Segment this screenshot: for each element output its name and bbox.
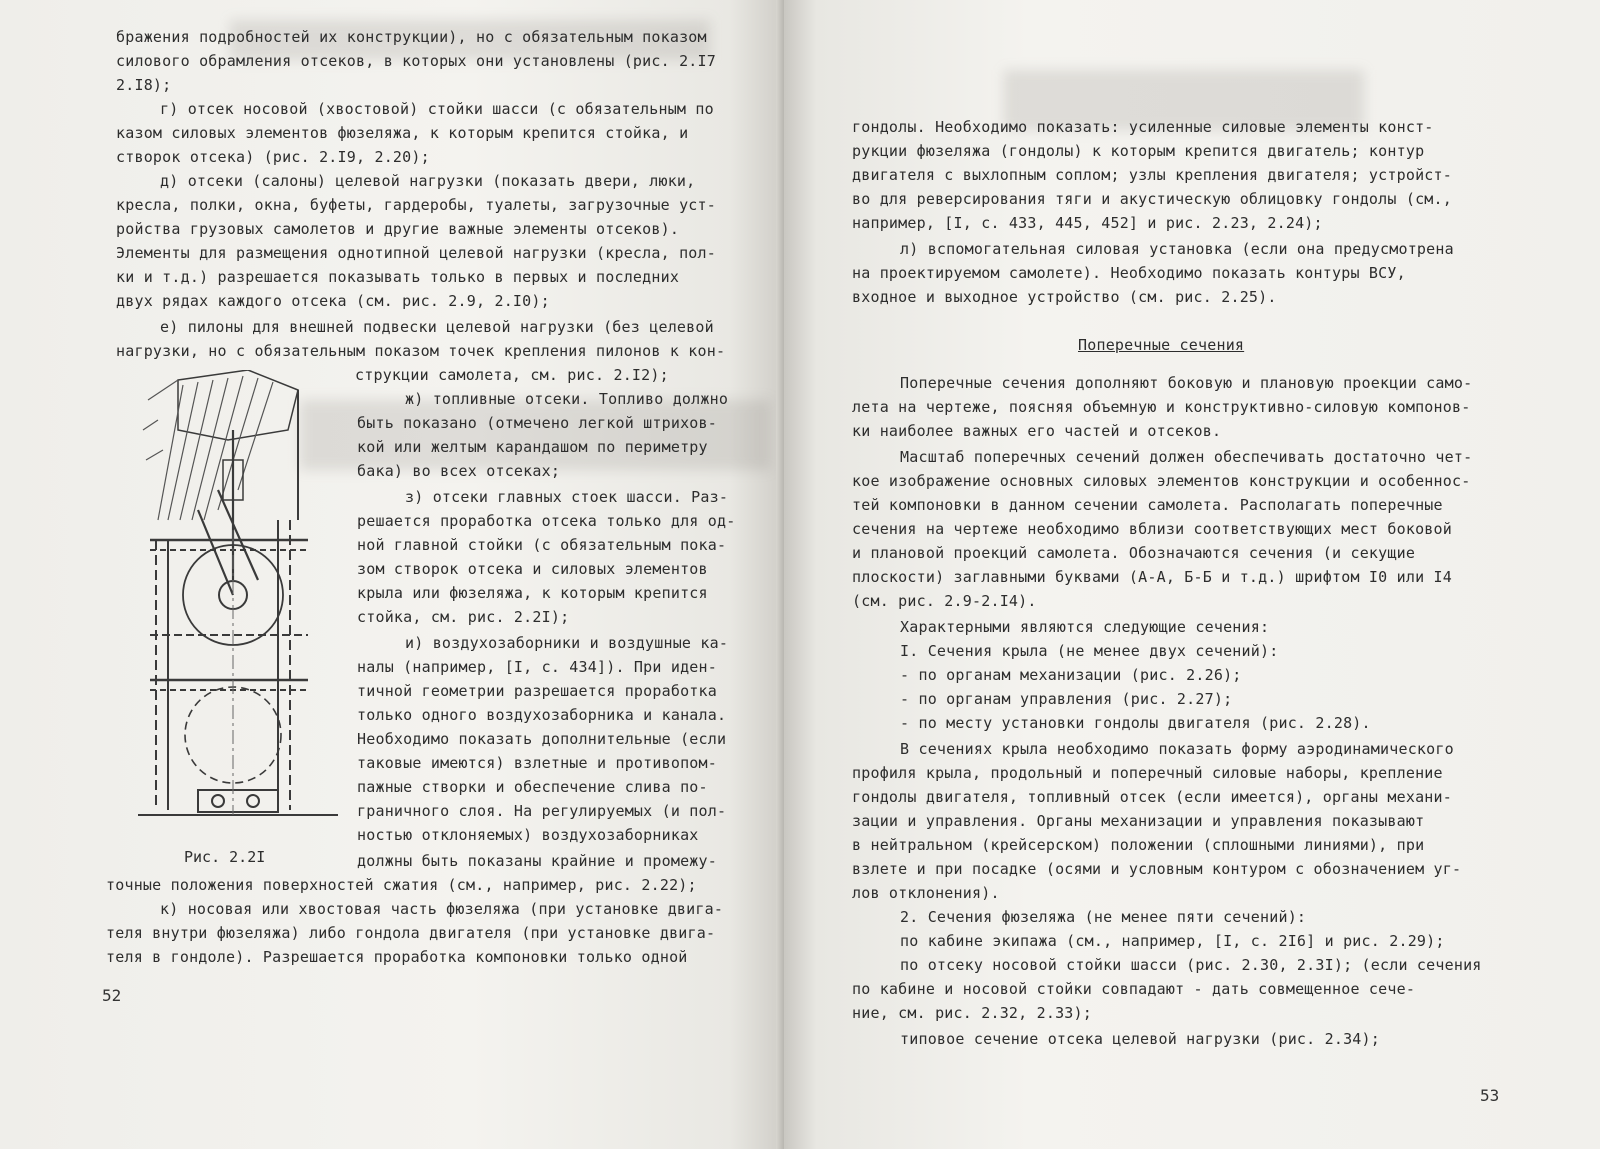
- text-line: струкции самолета, см. рис. 2.I2);: [355, 366, 669, 384]
- text-line: граничного слоя. На регулируемых (и пол-: [357, 802, 727, 820]
- text-line: створок отсека) (рис. 2.I9, 2.20);: [116, 148, 430, 166]
- text-line: бражения подробностей их конструкции), но с обязательным показом: [116, 28, 707, 46]
- right-page: [784, 0, 1600, 1149]
- text-line: ностью отклоняемых) воздухозаборниках: [357, 826, 699, 844]
- text-line: таковые имеются) взлетные и противопом-: [357, 754, 717, 772]
- text-line: зации и управления. Органы механизации и управления показывают: [852, 812, 1425, 830]
- text-line: двигателя с выхлопным соплом; узлы крепления двигателя; устройст-: [852, 166, 1452, 184]
- text-line: на проектируемом самолете). Необходимо показать контуры ВСУ,: [852, 264, 1406, 282]
- text-line: стойка, см. рис. 2.2I);: [357, 608, 570, 626]
- text-line: типовое сечение отсека целевой нагрузки (рис. 2.34);: [900, 1030, 1380, 1048]
- text-line: плоскости) заглавными буквами (А-А, Б-Б и т.д.) шрифтом I0 или I4: [852, 568, 1452, 586]
- text-line: гондолы. Необходимо показать: усиленные силовые элементы конст-: [852, 118, 1434, 136]
- page-number: 53: [1480, 1086, 1500, 1105]
- text-line: ной главной стойки (с обязательным пока-: [357, 536, 727, 554]
- text-line: к) носовая или хвостовая часть фюзеляжа (при установке двига-: [160, 900, 724, 918]
- text-line: взлете и при посадке (осями и условным контуром с обозначением уг-: [852, 860, 1462, 878]
- text-line: - по органам управления (рис. 2.27);: [900, 690, 1233, 708]
- left-page: [0, 0, 784, 1149]
- text-line: теля в гондоле). Разрешается проработка компоновки только одной: [106, 948, 688, 966]
- text-line: ки и т.д.) разрешается показывать только в первых и последних: [116, 268, 680, 286]
- text-line: кое изображение основных силовых элементов конструкции и особеннос-: [852, 472, 1471, 490]
- text-line: по отсеку носовой стойки шасси (рис. 2.30, 2.3I); (если сечения: [900, 956, 1482, 974]
- text-line: двух рядах каждого отсека (см. рис. 2.9, 2.I0);: [116, 292, 550, 310]
- text-line: зом створок отсека и силовых элементов: [357, 560, 708, 578]
- figure-caption: Рис. 2.2I: [184, 848, 266, 866]
- text-line: I. Сечения крыла (не менее двух сечений):: [900, 642, 1279, 660]
- text-line: крыла или фюзеляжа, к которым крепится: [357, 584, 708, 602]
- scan-smudge: [300, 400, 770, 470]
- text-line: должны быть показаны крайние и промежу-: [357, 852, 717, 870]
- section-heading: Поперечные сечения: [1078, 336, 1245, 354]
- text-line: Элементы для размещения однотипной целевой нагрузки (кресла, пол-: [116, 244, 716, 262]
- text-line: пажные створки и обеспечение слива по-: [357, 778, 708, 796]
- text-line: кой или желтым карандашом по периметру: [357, 438, 708, 456]
- text-line: д) отсеки (салоны) целевой нагрузки (показать двери, люки,: [160, 172, 696, 190]
- text-line: - по органам механизации (рис. 2.26);: [900, 666, 1242, 684]
- text-line: только одного воздухозаборника и канала.: [357, 706, 727, 724]
- text-line: Масштаб поперечных сечений должен обеспечивать достаточно чет-: [900, 448, 1473, 466]
- text-line: силового обрамления отсеков, в которых они установлены (рис. 2.I7: [116, 52, 716, 70]
- text-line: по кабине и носовой стойки совпадают - дать совмещенное сече-: [852, 980, 1416, 998]
- text-line: например, [I, с. 433, 445, 452] и рис. 2.23, 2.24);: [852, 214, 1323, 232]
- text-line: Характерными являются следующие сечения:: [900, 618, 1270, 636]
- text-line: л) вспомогательная силовая установка (если она предусмотрена: [900, 240, 1454, 258]
- text-line: нагрузки, но с обязательным показом точек крепления пилонов к кон-: [116, 342, 726, 360]
- text-line: бака) во всех отсеках;: [357, 462, 561, 480]
- text-line: ние, см. рис. 2.32, 2.33);: [852, 1004, 1092, 1022]
- text-line: 2.I8);: [116, 76, 172, 94]
- text-line: (см. рис. 2.9-2.I4).: [852, 592, 1037, 610]
- text-line: казом силовых элементов фюзеляжа, к которым крепится стойка, и: [116, 124, 689, 142]
- text-line: лов отклонения).: [852, 884, 1000, 902]
- text-line: сечения на чертеже необходимо вблизи соответствующих мест боковой: [852, 520, 1452, 538]
- text-line: тей компоновки в данном сечении самолета. Располагать поперечные: [852, 496, 1443, 514]
- text-line: решается проработка отсека только для од-: [357, 512, 736, 530]
- text-line: гондолы двигателя, топливный отсек (если имеется), органы механи-: [852, 788, 1452, 806]
- text-line: по кабине экипажа (см., например, [I, с. 2I6] и рис. 2.29);: [900, 932, 1445, 950]
- page-number: 52: [102, 986, 122, 1005]
- text-line: профиля крыла, продольный и поперечный силовые наборы, крепление: [852, 764, 1443, 782]
- text-line: кресла, полки, окна, буфеты, гардеробы, туалеты, загрузочные уст-: [116, 196, 716, 214]
- text-line: з) отсеки главных стоек шасси. Раз-: [405, 488, 729, 506]
- text-line: теля внутри фюзеляжа) либо гондола двигателя (при установке двига-: [106, 924, 716, 942]
- text-line: быть показано (отмечено легкой штрихов-: [357, 414, 717, 432]
- text-line: 2. Сечения фюзеляжа (не менее пяти сечений):: [900, 908, 1307, 926]
- text-line: входное и выходное устройство (см. рис. 2.25).: [852, 288, 1277, 306]
- text-line: Поперечные сечения дополняют боковую и плановую проекции само-: [900, 374, 1473, 392]
- text-line: во для реверсирования тяги и акустическую облицовку гондолы (см.,: [852, 190, 1452, 208]
- text-line: точные положения поверхностей сжатия (см., например, рис. 2.22);: [106, 876, 697, 894]
- text-line: и) воздухозаборники и воздушные ка-: [405, 634, 729, 652]
- text-line: рукции фюзеляжа (гондолы) к которым крепится двигатель; контур: [852, 142, 1425, 160]
- text-line: ройства грузовых самолетов и другие важные элементы отсеков).: [116, 220, 680, 238]
- text-line: ж) топливные отсеки. Топливо должно: [405, 390, 729, 408]
- text-line: - по месту установки гондолы двигателя (рис. 2.28).: [900, 714, 1371, 732]
- text-line: лета на чертеже, поясняя объемную и конструктивно-силовую компонов-: [852, 398, 1471, 416]
- text-line: в нейтральном (крейсерском) положении (сплошными линиями), при: [852, 836, 1425, 854]
- text-line: ки наиболее важных его частей и отсеков.: [852, 422, 1222, 440]
- text-line: тичной геометрии разрешается проработка: [357, 682, 717, 700]
- text-line: В сечениях крыла необходимо показать форму аэродинамического: [900, 740, 1454, 758]
- landing-gear-bay-figure: [138, 370, 338, 820]
- text-line: е) пилоны для внешней подвески целевой нагрузки (без целевой: [160, 318, 714, 336]
- text-line: Необходимо показать дополнительные (если: [357, 730, 727, 748]
- text-line: налы (например, [I, с. 434]). При иден-: [357, 658, 717, 676]
- text-line: и плановой проекций самолета. Обозначаются сечения (и секущие: [852, 544, 1416, 562]
- text-line: г) отсек носовой (хвостовой) стойки шасси (с обязательным по: [160, 100, 714, 118]
